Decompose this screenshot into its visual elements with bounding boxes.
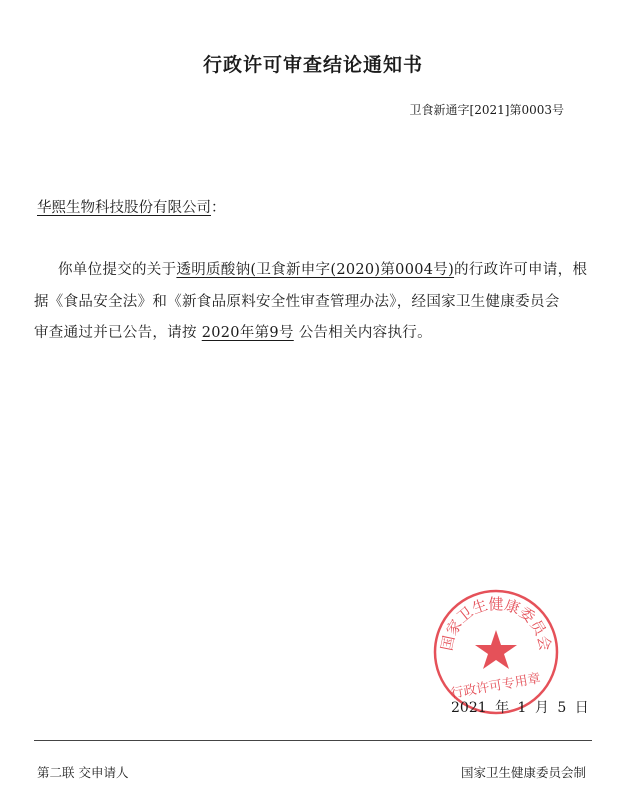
svg-text:行政许可专用章: 行政许可专用章 — [449, 671, 542, 702]
body-line-1 — [58, 258, 587, 279]
footer-divider — [34, 740, 592, 741]
text: 你单位提交的关于 — [58, 262, 177, 278]
footer-issuer: 国家卫生健康委员会制 — [460, 765, 586, 780]
body-line-3 — [34, 321, 432, 342]
text: 的行政许可申请，根 — [454, 262, 588, 278]
issue-date: 2021 年 1 月 5 日 — [451, 700, 589, 716]
body-line-2: 据《食品安全法》和《新食品原料安全性审查管理办法》，经国家卫生健康委员会 — [34, 294, 560, 310]
document-title: 行政许可审查结论通知书 — [202, 54, 423, 76]
announcement-number: 2020年第9号 — [201, 325, 294, 341]
text: 公告相关内容执行。 — [298, 325, 432, 341]
product-name: 透明质酸钠(卫食新申字(2020)第0004号) — [176, 262, 455, 278]
addressee-colon: ： — [211, 200, 226, 216]
addressee-name: 华熙生物科技股份有限公司 — [37, 200, 211, 216]
document-number: 卫食新通字[2021]第0003号 — [409, 103, 564, 117]
footer-copy-note: 第二联 交申请人 — [37, 765, 129, 780]
addressee — [37, 196, 226, 217]
svg-text:国家卫生健康委员会: 国家卫生健康委员会 — [437, 594, 555, 653]
text: 审查通过并已公告，请按 — [34, 325, 197, 341]
